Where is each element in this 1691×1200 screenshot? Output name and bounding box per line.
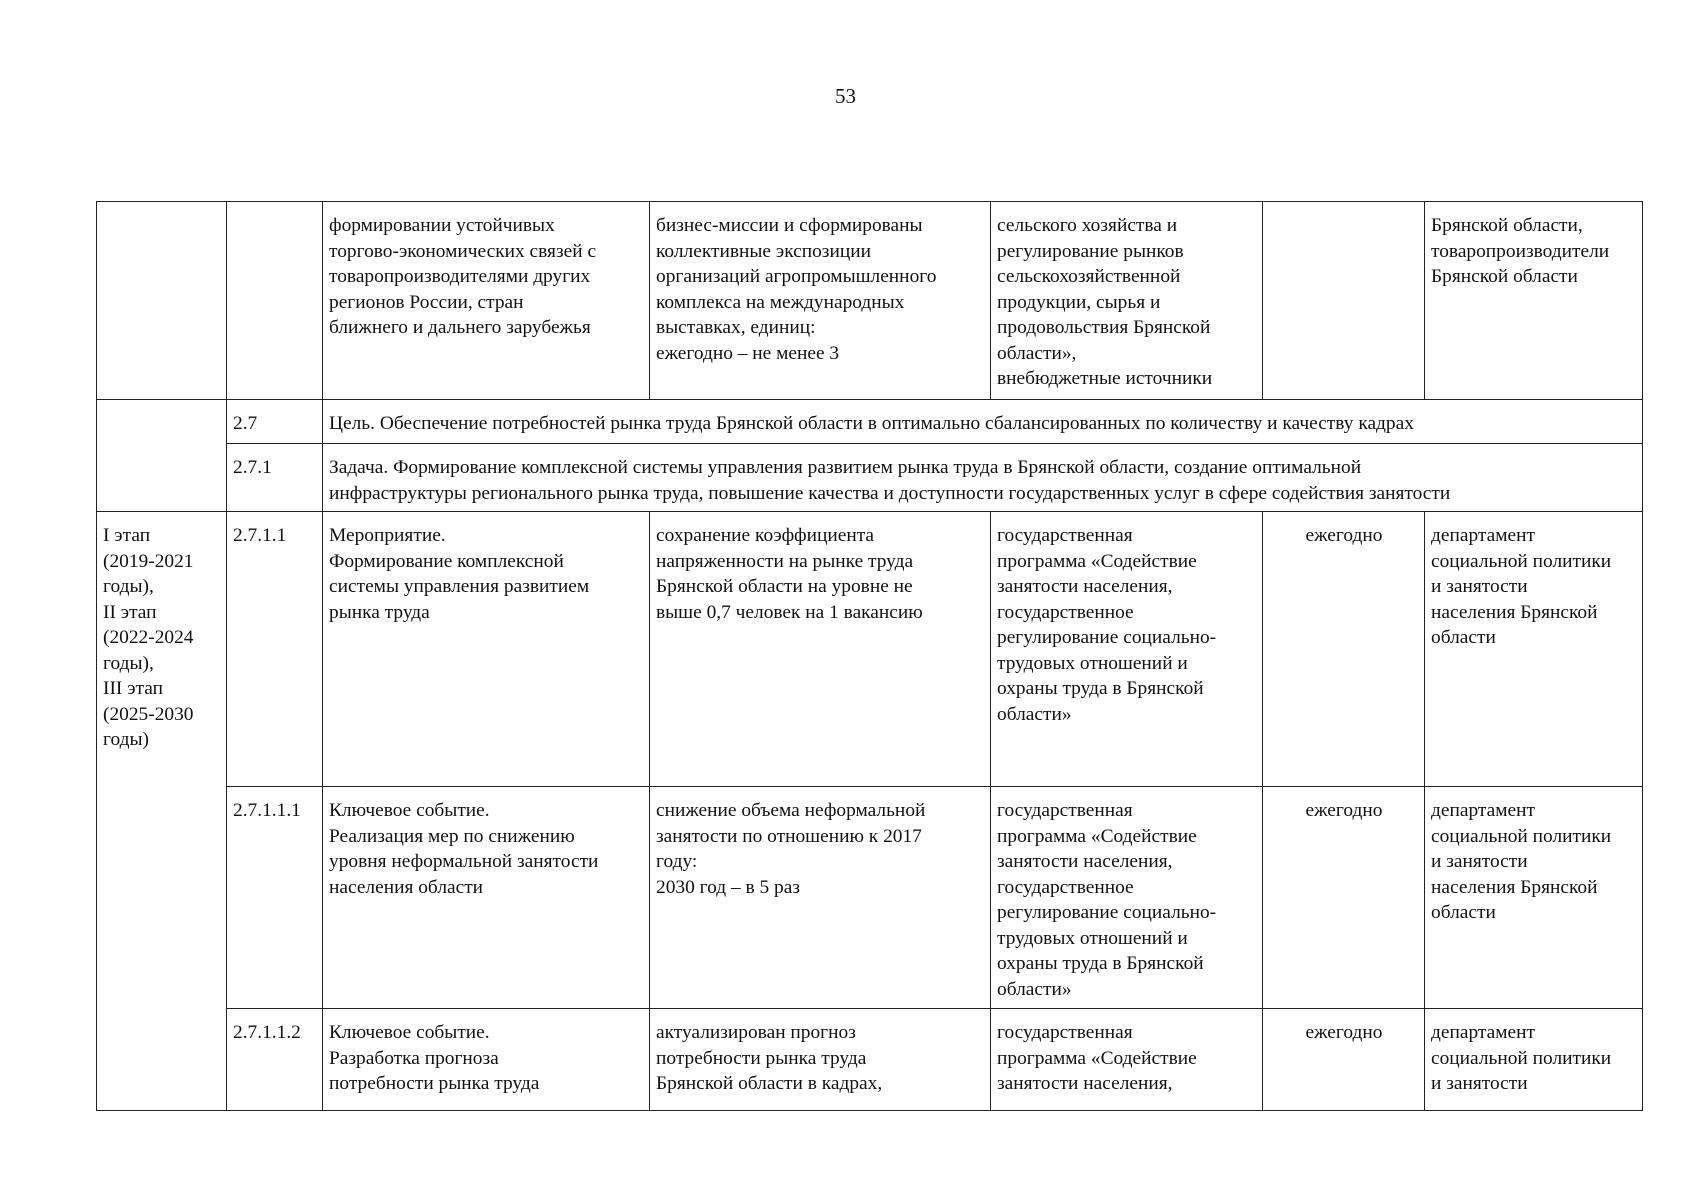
table-row-task [97,444,1643,512]
period-cell [1263,202,1425,400]
table-row [97,202,1643,400]
task-text-cell: Задача. Формирование комплексной системы управления развитием рынка труда в Брянской области, создание оптимальной инфраструктуры регионального рынка труда, повышение качества и доступности государственных услуг в сфере содействия занятости [323,444,1643,512]
stage-cell [97,400,227,512]
table-row [97,512,1643,787]
measure-cell: формировании устойчивых торгово-экономических связей с товаропроизводителями других регионов России, стран ближнего и дальнего зарубежья [323,202,650,400]
goal-code-cell: 2.7 [227,400,323,444]
action-plan-table [96,201,1643,1111]
item-code-cell: 2.7.1.1 [227,512,323,787]
item-name-cell: Ключевое событие. Реализация мер по снижению уровня неформальной занятости населения области [323,787,650,1009]
item-executor-cell: департамент социальной политики и занятости [1425,1009,1643,1111]
goal-text-cell: Цель. Обеспечение потребностей рынка труда Брянской области в оптимально сбалансированных по количеству и качеству кадрах [323,400,1643,444]
code-cell [227,202,323,400]
indicator-cell: бизнес-миссии и сформированы коллективные экспозиции организаций агропромышленного комплекса на международных выставках, единиц: ежегодно – не менее 3 [650,202,991,400]
item-code-cell: 2.7.1.1.2 [227,1009,323,1111]
item-executor-cell: департамент социальной политики и занятости населения Брянской области [1425,787,1643,1009]
item-code-cell: 2.7.1.1.1 [227,787,323,1009]
item-name-cell: Ключевое событие. Разработка прогноза потребности рынка труда [323,1009,650,1111]
task-code-cell: 2.7.1 [227,444,323,512]
item-period-cell: ежегодно [1263,1009,1425,1111]
page-number: 53 [835,84,856,108]
stage-cell [97,202,227,400]
item-indicator-cell: снижение объема неформальной занятости по отношению к 2017 году: 2030 год – в 5 раз [650,787,991,1009]
funding-source-cell: сельского хозяйства и регулирование рынков сельскохозяйственной продукции, сырья и продовольствия Брянской области», внебюджетные источники [991,202,1263,400]
table-row-goal [97,400,1643,444]
item-source-cell: государственная программа «Содействие занятости населения, государственное регулирование социально- трудовых отношений и охраны труда в Брянской области» [991,787,1263,1009]
item-name-cell: Мероприятие. Формирование комплексной системы управления развитием рынка труда [323,512,650,787]
item-period-cell: ежегодно [1263,512,1425,787]
item-executor-cell: департамент социальной политики и занятости населения Брянской области [1425,512,1643,787]
table-row [97,1009,1643,1111]
stage-periods-cell: I этап (2019-2021 годы), II этап (2022-2024 годы), III этап (2025-2030 годы) [97,512,227,1111]
item-period-cell: ежегодно [1263,787,1425,1009]
item-indicator-cell: актуализирован прогноз потребности рынка труда Брянской области в кадрах, [650,1009,991,1111]
table-row [97,787,1643,1009]
item-indicator-cell: сохранение коэффициента напряженности на рынке труда Брянской области на уровне не выше 0,7 человек на 1 вакансию [650,512,991,787]
item-source-cell: государственная программа «Содействие занятости населения, государственное регулирование социально- трудовых отношений и охраны труда в Брянской области» [991,512,1263,787]
item-source-cell: государственная программа «Содействие занятости населения, [991,1009,1263,1111]
executor-cell: Брянской области, товаропроизводители Брянской области [1425,202,1643,400]
